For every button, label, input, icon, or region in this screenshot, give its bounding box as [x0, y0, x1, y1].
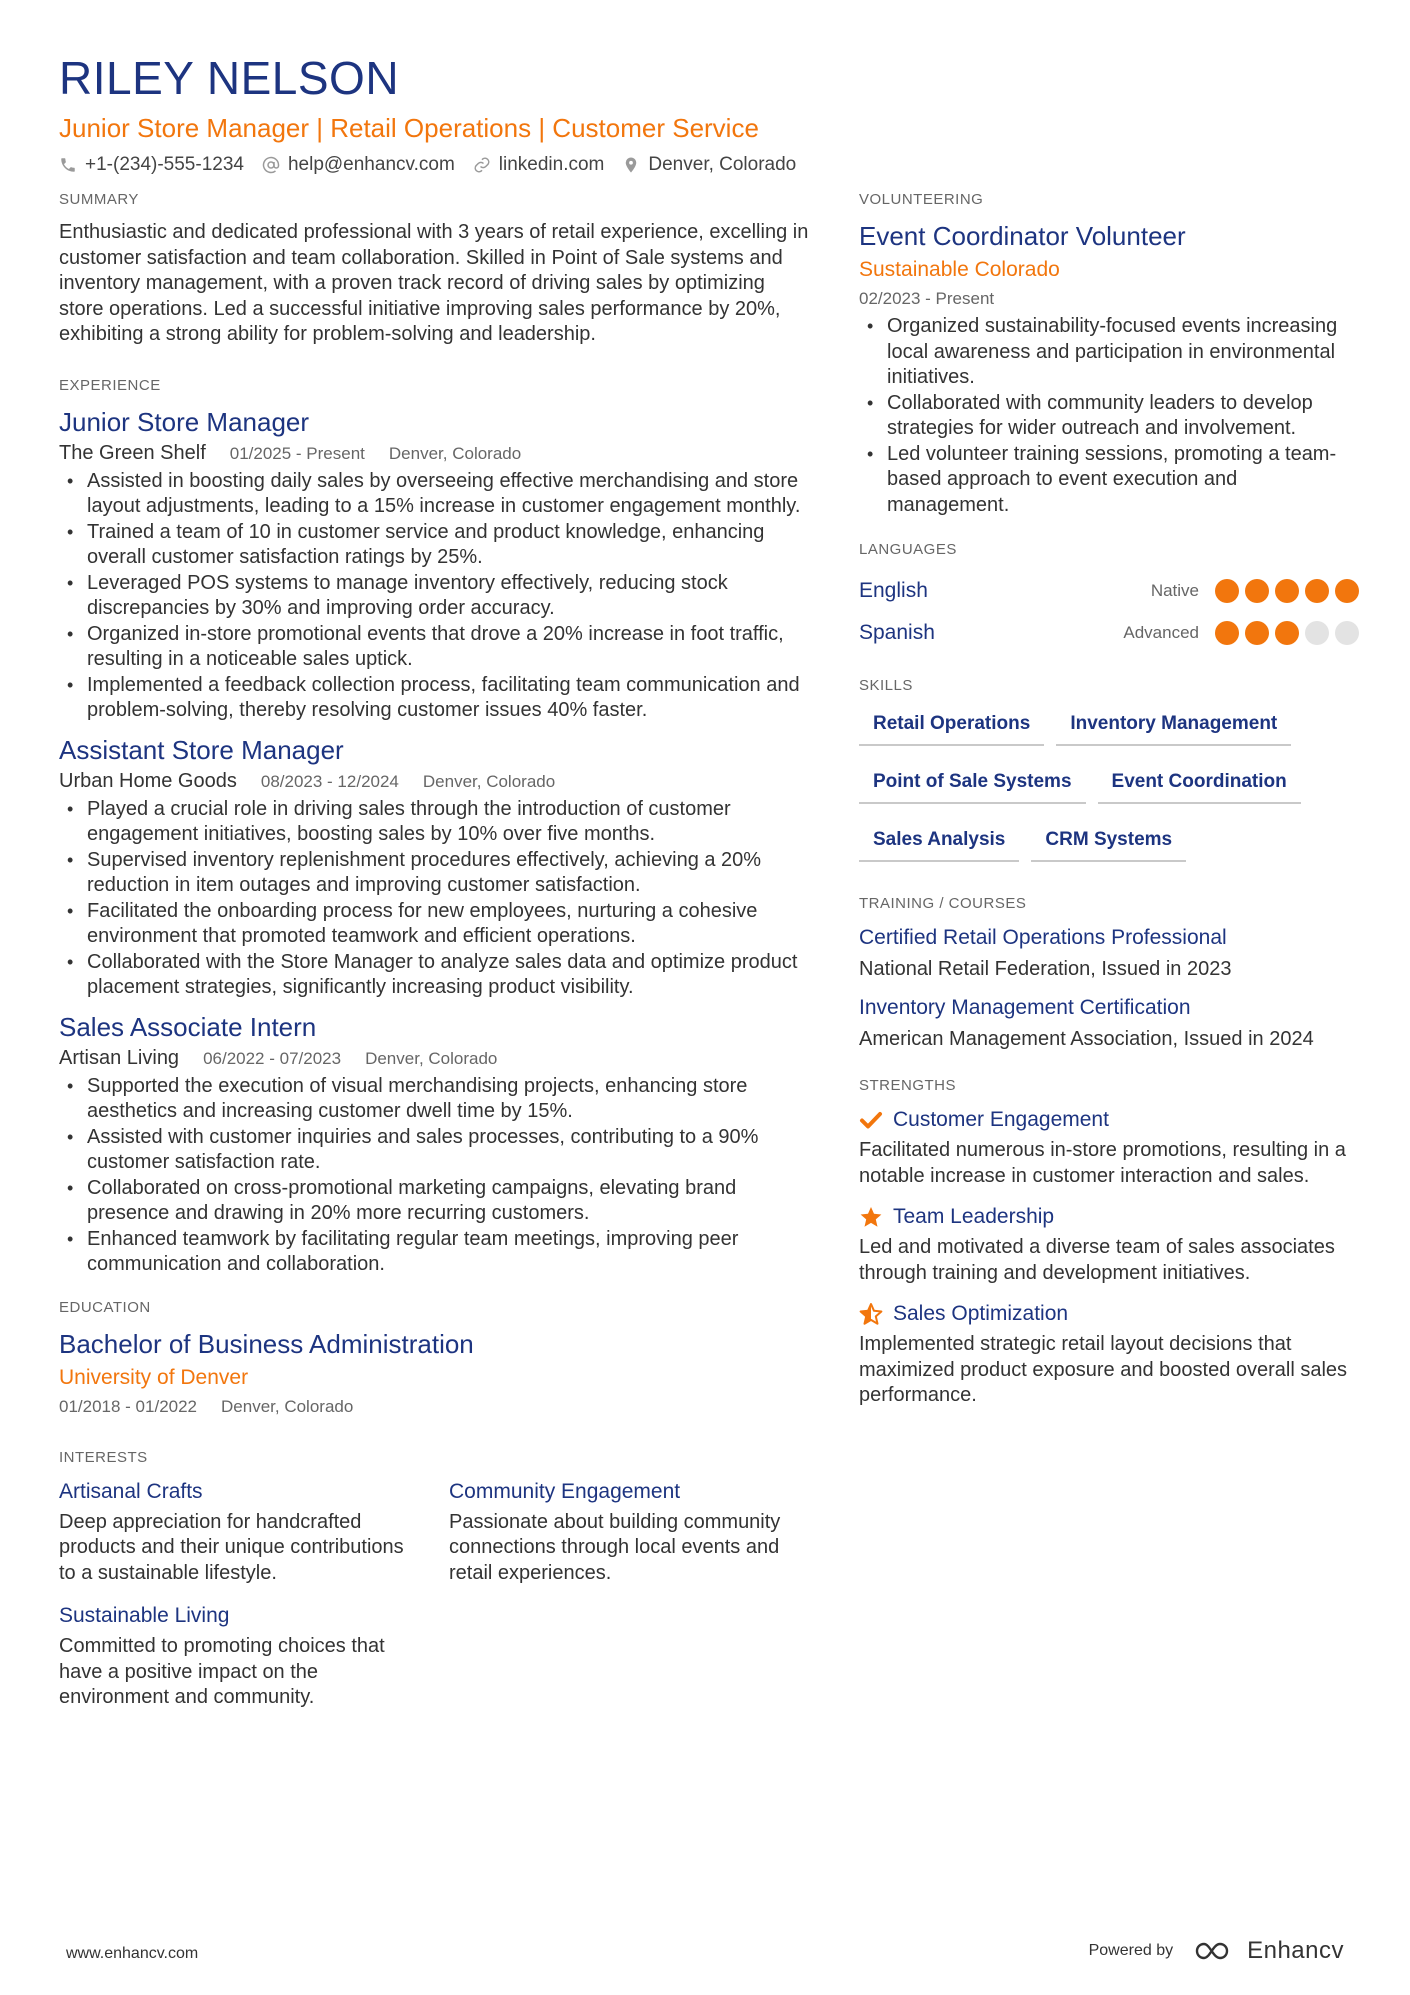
- strength-text: Implemented strategic retail layout decisions that maximized product exposure and boosted overall sales performance.: [859, 1333, 1348, 1406]
- education-dates: 01/2018 - 01/2022: [59, 1396, 198, 1416]
- powered-by-label: Powered by: [1088, 1942, 1174, 1959]
- bullet-item: • Supported the execution of visual merchandising projects, enhancing store aesthetics and increasing customer dwell time by 15%.: [59, 1074, 809, 1125]
- bullet-item: • Supervised inventory replenishment procedures effectively, achieving a 20% reduction in item outages and improving customer satisfaction.: [59, 848, 809, 899]
- rating-dot-filled: [1305, 579, 1329, 603]
- language-proficiency: [1151, 579, 1359, 603]
- degree-title: Bachelor of Business Administration: [59, 1328, 474, 1359]
- bullet-item: • Facilitated the onboarding process for new employees, nurturing a cohesive environment that promoted teamwork and efficient operations.: [59, 899, 809, 950]
- section-title: EXPERIENCE: [59, 376, 161, 394]
- language-name: Spanish: [859, 621, 935, 644]
- language-name: English: [859, 579, 928, 602]
- bullet-item: • Organized sustainability-focused events increasing local awareness and participation in environmental initiatives.: [859, 314, 1359, 391]
- bullet-item: • Leveraged POS systems to manage inventory effectively, reducing stock discrepancies by 30% and improving order accuracy.: [59, 571, 809, 622]
- rating-dot-empty: [1305, 621, 1329, 645]
- contact-linkedin[interactable]: [473, 152, 605, 178]
- job-bullets: [59, 1074, 809, 1278]
- rating-dot-filled: [1335, 579, 1359, 603]
- strength-item: [859, 1300, 1359, 1409]
- section-title: SKILLS: [859, 677, 913, 694]
- interest-item: [59, 1602, 419, 1711]
- interest-item: [59, 1478, 419, 1587]
- job-bullets: [59, 469, 809, 724]
- strength-header: [859, 1203, 1359, 1231]
- course-issuer: National Retail Federation, Issued in 2023: [859, 958, 1232, 980]
- rating-dot-filled: [1275, 621, 1299, 645]
- strength-title: Sales Optimization: [893, 1302, 1069, 1325]
- strength-item: [859, 1203, 1359, 1286]
- job-title: Sales Associate Intern: [59, 1011, 317, 1042]
- language-proficiency: [1123, 621, 1359, 645]
- section-title: LANGUAGES: [859, 541, 957, 558]
- interest-text: Committed to promoting choices that have a positive impact on the environment and community.: [59, 1635, 385, 1708]
- languages-section: [859, 540, 1359, 654]
- job-dates: 08/2023 - 12/2024: [260, 771, 399, 791]
- volunteer-bullets: [859, 314, 1359, 518]
- bullet-item: • Trained a team of 10 in customer service and product knowledge, enhancing overall customer satisfaction ratings by 25%.: [59, 520, 809, 571]
- bullet-item: • Led volunteer training sessions, promoting a team-based approach to event execution and management.: [859, 442, 1359, 519]
- location-text: Denver, Colorado: [648, 154, 797, 175]
- strength-item: [859, 1106, 1359, 1189]
- school-name: University of Denver: [59, 1365, 249, 1389]
- section-title: TRAINING / COURSES: [859, 895, 1027, 912]
- skill-tag: Sales Analysis: [859, 822, 1019, 862]
- phone-icon: [59, 156, 77, 174]
- rating-dots: [1215, 579, 1359, 603]
- volunteering-section: [859, 190, 1359, 518]
- job-title: Junior Store Manager: [59, 406, 310, 437]
- bullet-item: • Enhanced teamwork by facilitating regular team meetings, improving peer communication and collaboration.: [59, 1227, 809, 1278]
- experience-section: [59, 376, 809, 1278]
- strength-header: [859, 1106, 1359, 1134]
- rating-dot-filled: [1245, 621, 1269, 645]
- skills-list: [859, 706, 1359, 862]
- job-dates: 01/2025 - Present: [229, 443, 365, 463]
- summary-section: [59, 190, 809, 348]
- half-star-icon: [859, 1302, 883, 1326]
- volunteer-role: Event Coordinator Volunteer: [859, 221, 1186, 251]
- language-row: [859, 570, 1359, 612]
- section-title: STRENGTHS: [859, 1077, 957, 1094]
- skill-tag: Retail Operations: [859, 706, 1044, 746]
- training-section: [859, 894, 1359, 1052]
- section-title: INTERESTS: [59, 1448, 148, 1466]
- skill-tag: Event Coordination: [1098, 764, 1301, 804]
- enhancv-logo-icon: [1193, 1939, 1237, 1963]
- company-name: Artisan Living: [59, 1046, 180, 1069]
- skill-tag: Inventory Management: [1056, 706, 1291, 746]
- rating-dot-filled: [1215, 621, 1239, 645]
- at-sign-icon: [262, 156, 280, 174]
- rating-dot-filled: [1215, 579, 1239, 603]
- bullet-item: • Assisted in boosting daily sales by overseeing effective merchandising and store layout adjustments, leading to a 15% increase in customer engagement monthly.: [59, 469, 809, 520]
- job-location: Denver, Colorado: [365, 1048, 498, 1068]
- left-column: [59, 190, 809, 1739]
- rating-dot-filled: [1245, 579, 1269, 603]
- interest-text: Passionate about building community connections through local events and retail experiences.: [449, 1510, 781, 1584]
- education-meta: [59, 1394, 809, 1420]
- strength-title: Team Leadership: [893, 1205, 1055, 1228]
- footer-website[interactable]: www.enhancv.com: [66, 1945, 199, 1962]
- checkmark-icon: [859, 1108, 883, 1132]
- right-column: [859, 190, 1359, 1437]
- email-text: help@enhancv.com: [287, 154, 455, 175]
- strength-text: Facilitated numerous in-store promotions, resulting in a notable increase in customer interaction and sales.: [859, 1139, 1346, 1187]
- volunteer-org: Sustainable Colorado: [859, 258, 1060, 281]
- footer-branding: [1089, 1937, 1344, 1965]
- job-title: Assistant Store Manager: [59, 734, 344, 765]
- phone-text: +1-(234)-555-1234: [85, 154, 244, 175]
- skill-tag: CRM Systems: [1031, 822, 1186, 862]
- volunteer-dates: 02/2023 - Present: [859, 289, 995, 308]
- job-entry: [59, 734, 809, 1001]
- contact-phone[interactable]: [59, 152, 244, 178]
- course-title: Inventory Management Certification: [859, 996, 1191, 1019]
- candidate-tagline: Junior Store Manager | Retail Operations | Customer Service: [59, 113, 759, 143]
- resume-header: [59, 50, 1359, 178]
- rating-dot-filled: [1275, 579, 1299, 603]
- linkedin-text: linkedin.com: [498, 154, 605, 175]
- link-icon: [473, 156, 491, 174]
- company-name: The Green Shelf: [59, 441, 206, 464]
- strength-title: Customer Engagement: [893, 1108, 1109, 1131]
- contact-location: [622, 152, 796, 178]
- job-entry: [59, 1011, 809, 1278]
- bullet-item: • Played a crucial role in driving sales through the introduction of customer engagement initiatives, boosting sales by 10% over five months.: [59, 797, 809, 848]
- brand-name: Enhancv: [1247, 1937, 1344, 1964]
- interest-item: [449, 1478, 809, 1587]
- section-title: SUMMARY: [59, 191, 139, 208]
- job-meta: [59, 1045, 809, 1072]
- location-pin-icon: [622, 156, 640, 174]
- job-meta: [59, 440, 809, 467]
- course-issuer: American Management Association, Issued in 2024: [859, 1028, 1314, 1050]
- job-dates: 06/2022 - 07/2023: [203, 1048, 342, 1068]
- strength-header: [859, 1300, 1359, 1328]
- language-level: Native: [1150, 581, 1199, 600]
- job-bullets: [59, 797, 809, 1001]
- bullet-item: • Assisted with customer inquiries and sales processes, contributing to a 90% customer satisfaction rate.: [59, 1125, 809, 1176]
- job-entry: [59, 406, 809, 724]
- bullet-item: • Organized in-store promotional events that drove a 20% increase in foot traffic, resulting in a noticeable sales uptick.: [59, 622, 809, 673]
- bullet-item: • Collaborated with the Store Manager to analyze sales data and optimize product placement strategies, significantly increasing product visibility.: [59, 950, 809, 1001]
- bullet-item: • Implemented a feedback collection process, facilitating team communication and problem-solving, thereby resolving customer issues 40% faster.: [59, 673, 809, 724]
- summary-text: Enthusiastic and dedicated professional with 3 years of retail experience, excelling in customer satisfaction and team collaboration. Skilled in Point of Sale systems and inventory management, with a proven track record of driving sales by optimizing store operations. Led a successful initiative improving sales performance by 20%, exhibiting a strong ability for problem-solving and leadership.: [59, 221, 809, 345]
- interests-grid: [59, 1478, 809, 1711]
- interests-section: [59, 1448, 809, 1711]
- candidate-name: RILEY NELSON: [59, 52, 400, 104]
- contact-email[interactable]: [262, 152, 455, 178]
- brand-logo[interactable]: [1193, 1937, 1344, 1965]
- strengths-section: [859, 1076, 1359, 1409]
- star-icon: [859, 1205, 883, 1229]
- education-location: Denver, Colorado: [221, 1396, 354, 1416]
- job-meta: [59, 768, 809, 795]
- interest-title: Sustainable Living: [59, 1604, 230, 1627]
- job-location: Denver, Colorado: [388, 443, 522, 463]
- interest-text: Deep appreciation for handcrafted products and their unique contributions to a sustainable lifestyle.: [59, 1510, 404, 1584]
- skill-tag: Point of Sale Systems: [859, 764, 1086, 804]
- interest-title: Community Engagement: [449, 1479, 681, 1503]
- section-title: VOLUNTEERING: [859, 191, 984, 208]
- strength-text: Led and motivated a diverse team of sales associates through training and development initiatives.: [859, 1236, 1335, 1284]
- skills-section: [859, 676, 1359, 862]
- job-location: Denver, Colorado: [422, 771, 556, 791]
- bullet-item: • Collaborated with community leaders to develop strategies for wider outreach and involvement.: [859, 391, 1359, 442]
- interest-title: Artisanal Crafts: [59, 1479, 203, 1503]
- education-section: [59, 1298, 809, 1420]
- section-title: EDUCATION: [59, 1298, 151, 1316]
- course-title: Certified Retail Operations Professional: [859, 926, 1227, 949]
- rating-dot-empty: [1335, 621, 1359, 645]
- language-row: [859, 612, 1359, 654]
- language-level: Advanced: [1123, 623, 1199, 642]
- bullet-item: • Collaborated on cross-promotional marketing campaigns, elevating brand presence and drawing in 20% more recurring customers.: [59, 1176, 809, 1227]
- company-name: Urban Home Goods: [59, 769, 237, 792]
- rating-dots: [1215, 621, 1359, 645]
- contact-bar: [59, 152, 1359, 178]
